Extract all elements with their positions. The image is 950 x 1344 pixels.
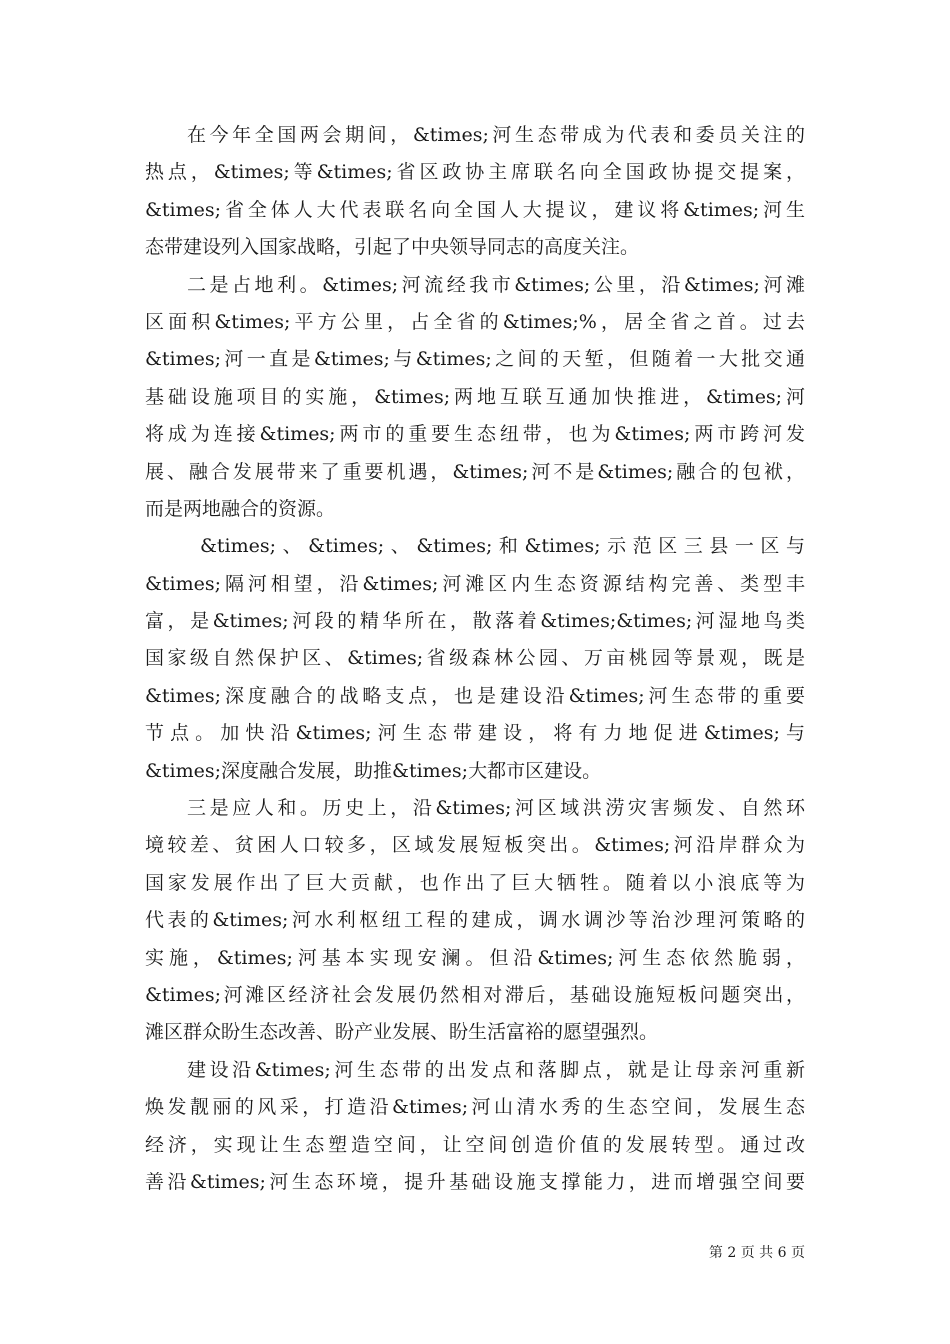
text-line: 将成为连接&times;两市的重要生态纽带，也为&times;两市跨河发 [145, 423, 805, 446]
text-line: 建设沿&times;河生态带的出发点和落脚点，就是让母亲河重新 [187, 1058, 805, 1081]
text-line: 富，是&times;河段的精华所在，散落着&times;&times;河湿地鸟类 [145, 610, 805, 633]
text-line: 在今年全国两会期间，&times;河生态带成为代表和委员关注的 [187, 124, 805, 146]
text-line: 热点，&times;等&times;省区政协主席联名向全国政协提交提案， [145, 161, 805, 184]
text-line: 三是应人和。历史上，沿&times;河区域洪涝灾害频发、自然环 [187, 797, 805, 820]
text-line: 焕发靓丽的风采，打造沿&times;河山清水秀的生态空间，发展生态 [145, 1096, 805, 1119]
text-line: 代表的&times;河水利枢纽工程的建成，调水调沙等治沙理河策略的 [145, 909, 805, 932]
document-body [145, 117, 805, 1201]
text-line: &times;省全体人大代表联名向全国人大提议，建议将&times;河生 [145, 198, 805, 221]
text-line: 经济，实现让生态塑造空间，让空间创造价值的发展转型。通过改 [145, 1133, 805, 1156]
text-line: &times;、&times;、&times;和&times;示范区三县一区与 [200, 535, 805, 558]
text-line: 节点。加快沿&times;河生态带建设，将有力地促进&times;与 [145, 722, 805, 745]
text-line: 二是占地利。&times;河流经我市&times;公里，沿&times;河滩 [187, 273, 805, 296]
text-line: 而是两地融合的资源。 [145, 497, 336, 520]
text-line: 态带建设列入国家战略，引起了中央领导同志的高度关注。 [145, 236, 640, 259]
text-line: 善沿&times;河生态环境，提升基础设施支撑能力，进而增强空间要 [145, 1170, 805, 1193]
text-line: &times;深度融合发展，助推&times;大都市区建设。 [145, 759, 602, 782]
text-line: 滩区群众盼生态改善、盼产业发展、盼生活富裕的愿望强烈。 [145, 1021, 659, 1044]
text-line: 境较差、贫困人口较多，区域发展短板突出。&times;河沿岸群众为 [145, 834, 805, 857]
text-line: 基础设施项目的实施，&times;两地互联互通加快推进，&times;河 [145, 385, 805, 408]
text-line: &times;河滩区经济社会发展仍然相对滞后，基础设施短板问题突出， [145, 983, 805, 1006]
page-number: 第 2 页 共 6 页 [708, 1245, 805, 1261]
text-line: 展、融合发展带来了重要机遇，&times;河不是&times;融合的包袱， [145, 460, 805, 483]
text-line: 国家级自然保护区、&times;省级森林公园、万亩桃园等景观，既是 [145, 647, 805, 670]
text-line: &times;河一直是&times;与&times;之间的天堑，但随着一大批交通 [145, 348, 805, 371]
text-line: 国家发展作出了巨大贡献，也作出了巨大牺牲。随着以小浪底等为 [145, 871, 805, 894]
text-line: 区面积&times;平方公里，占全省的&times;%，居全省之首。过去 [145, 310, 805, 333]
text-line: 实施，&times;河基本实现安澜。但沿&times;河生态依然脆弱， [145, 946, 805, 969]
text-line: &times;隔河相望，沿&times;河滩区内生态资源结构完善、类型丰 [145, 572, 805, 595]
text-line: &times;深度融合的战略支点，也是建设沿&times;河生态带的重要 [145, 684, 805, 707]
